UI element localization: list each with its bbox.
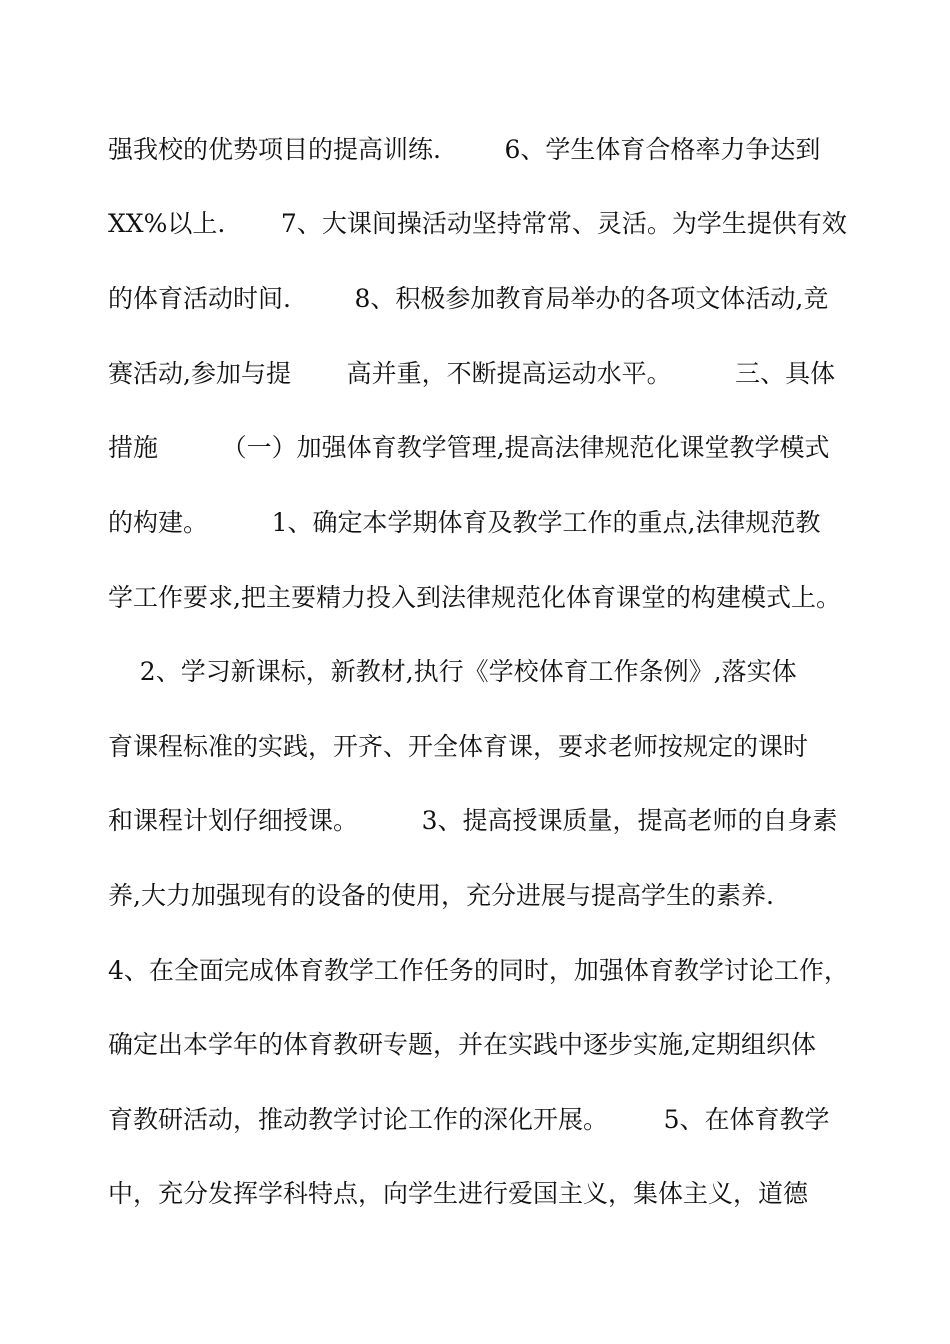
body-text-line: 中，充分发挥学科特点，向学生进行爱国主义，集体主义，道德: [108, 1179, 809, 1208]
body-text-line: 的构建。 1、确定本学期体育及教学工作的重点,法律规范教: [108, 508, 821, 537]
body-text-line: 赛活动,参加与提 高并重，不断提高运动水平。 三、具体: [108, 359, 836, 388]
body-text-line: 2、学习新课标，新教材,执行《学校体育工作条例》,落实体: [108, 657, 797, 686]
body-text-line: 育教研活动，推动教学讨论工作的深化开展。 5、在体育教学: [108, 1105, 830, 1134]
body-text-line: 育课程标准的实践，开齐、开全体育课，要求老师按规定的课时: [108, 732, 809, 761]
body-text-line: 养,大力加强现有的设备的使用，充分进展与提高学生的素养.: [108, 881, 774, 910]
body-text-line: 学工作要求,把主要精力投入到法律规范化体育课堂的构建模式上。: [108, 583, 841, 612]
body-text-line: 措施 （一）加强体育教学管理,提高法律规范化课堂教学模式: [108, 433, 830, 462]
body-text-line: 4、在全面完成体育教学工作任务的同时，加强体育教学讨论工作，: [108, 956, 849, 985]
body-text-line: 和课程计划仔细授课。 3、提高授课质量，提高老师的自身素: [108, 806, 838, 835]
body-text-line: 的体育活动时间. 8、积极参加教育局举办的各项文体活动,竞: [108, 284, 829, 313]
body-text-line: 强我校的优势项目的提高训练. 6、学生体育合格率力争达到: [108, 135, 821, 164]
body-text-line: XX%以上. 7、大课间操活动坚持常常、灵活。为学生提供有效: [108, 209, 847, 238]
body-text-line: 确定出本学年的体育教研专题，并在实践中逐步实施,定期组织体: [108, 1030, 816, 1059]
